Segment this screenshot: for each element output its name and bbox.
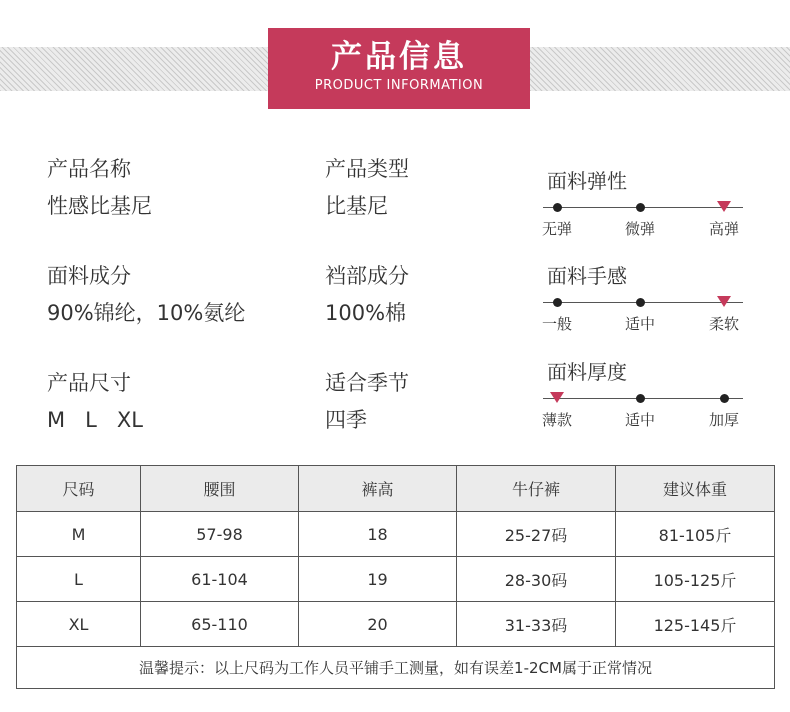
info-value: 90%锦纶，10%氨纶 bbox=[47, 301, 246, 325]
page-title: 产品信息 bbox=[331, 39, 467, 75]
scale-elasticity bbox=[543, 167, 743, 247]
info-label: 产品尺寸 bbox=[47, 371, 131, 395]
column-header-rise: 裤高 bbox=[299, 466, 457, 512]
table-header-row bbox=[17, 466, 775, 512]
table-cell: M bbox=[17, 512, 141, 557]
selected-marker-icon bbox=[717, 296, 731, 307]
table-cell: 31-33码 bbox=[457, 602, 616, 647]
scale-dot bbox=[636, 203, 645, 212]
header-banner bbox=[268, 28, 530, 109]
scale-dot bbox=[636, 298, 645, 307]
table-row bbox=[17, 557, 775, 602]
size-note: 温馨提示：以上尺码为工作人员平铺手工测量，如有误差1-2CM属于正常情况 bbox=[17, 647, 775, 689]
header-pattern-right bbox=[530, 47, 790, 91]
table-cell: 25-27码 bbox=[457, 512, 616, 557]
info-label: 面料成分 bbox=[47, 264, 131, 288]
table-cell: 61-104 bbox=[141, 557, 299, 602]
selected-marker-icon bbox=[550, 392, 564, 403]
scale-hand-feel bbox=[543, 262, 743, 342]
scale-thickness bbox=[543, 358, 743, 438]
scale-option-label: 适中 bbox=[624, 411, 656, 429]
table-row bbox=[17, 512, 775, 557]
header-pattern-left bbox=[0, 47, 268, 91]
info-crotch-composition bbox=[325, 261, 409, 328]
scale-option-label: 无弹 bbox=[541, 220, 573, 238]
info-product-type bbox=[325, 154, 409, 221]
scale-title: 面料手感 bbox=[547, 264, 627, 288]
scale-option-label: 适中 bbox=[624, 315, 656, 333]
scale-option-label: 加厚 bbox=[708, 411, 740, 429]
info-label: 产品名称 bbox=[47, 157, 131, 181]
scale-option-label: 柔软 bbox=[708, 315, 740, 333]
table-cell: 125-145斤 bbox=[616, 602, 775, 647]
info-product-size bbox=[47, 368, 143, 435]
info-label: 产品类型 bbox=[325, 157, 409, 181]
table-note-row bbox=[17, 647, 775, 689]
selected-marker-icon bbox=[717, 201, 731, 212]
table-cell: 81-105斤 bbox=[616, 512, 775, 557]
info-label: 适合季节 bbox=[325, 371, 409, 395]
info-value: M L XL bbox=[47, 408, 143, 432]
info-value: 100%棉 bbox=[325, 301, 407, 325]
info-value: 比基尼 bbox=[325, 194, 388, 218]
table-cell: 18 bbox=[299, 512, 457, 557]
info-value: 性感比基尼 bbox=[47, 194, 152, 218]
table-row bbox=[17, 602, 775, 647]
table-cell: 105-125斤 bbox=[616, 557, 775, 602]
info-season bbox=[325, 368, 409, 435]
scale-dot bbox=[720, 394, 729, 403]
table-cell: XL bbox=[17, 602, 141, 647]
table-cell: 28-30码 bbox=[457, 557, 616, 602]
page-subtitle: PRODUCT INFORMATION bbox=[314, 78, 484, 93]
table-cell: L bbox=[17, 557, 141, 602]
scale-option-label: 薄款 bbox=[541, 411, 573, 429]
table-cell: 57-98 bbox=[141, 512, 299, 557]
scale-option-label: 微弹 bbox=[624, 220, 656, 238]
column-header-waist: 腰围 bbox=[141, 466, 299, 512]
scale-title: 面料厚度 bbox=[547, 360, 627, 384]
scale-dot bbox=[636, 394, 645, 403]
scale-dot bbox=[553, 298, 562, 307]
column-header-weight: 建议体重 bbox=[616, 466, 775, 512]
info-value: 四季 bbox=[325, 408, 367, 432]
column-header-jeans: 牛仔裤 bbox=[457, 466, 616, 512]
scale-title: 面料弹性 bbox=[547, 169, 627, 193]
info-product-name bbox=[47, 154, 152, 221]
info-fabric-composition bbox=[47, 261, 245, 328]
table-cell: 20 bbox=[299, 602, 457, 647]
scale-dot bbox=[553, 203, 562, 212]
table-cell: 19 bbox=[299, 557, 457, 602]
table-cell: 65-110 bbox=[141, 602, 299, 647]
column-header-size: 尺码 bbox=[17, 466, 141, 512]
scale-option-label: 高弹 bbox=[708, 220, 740, 238]
size-table bbox=[16, 465, 775, 689]
scale-option-label: 一般 bbox=[541, 315, 573, 333]
info-label: 裆部成分 bbox=[325, 264, 409, 288]
